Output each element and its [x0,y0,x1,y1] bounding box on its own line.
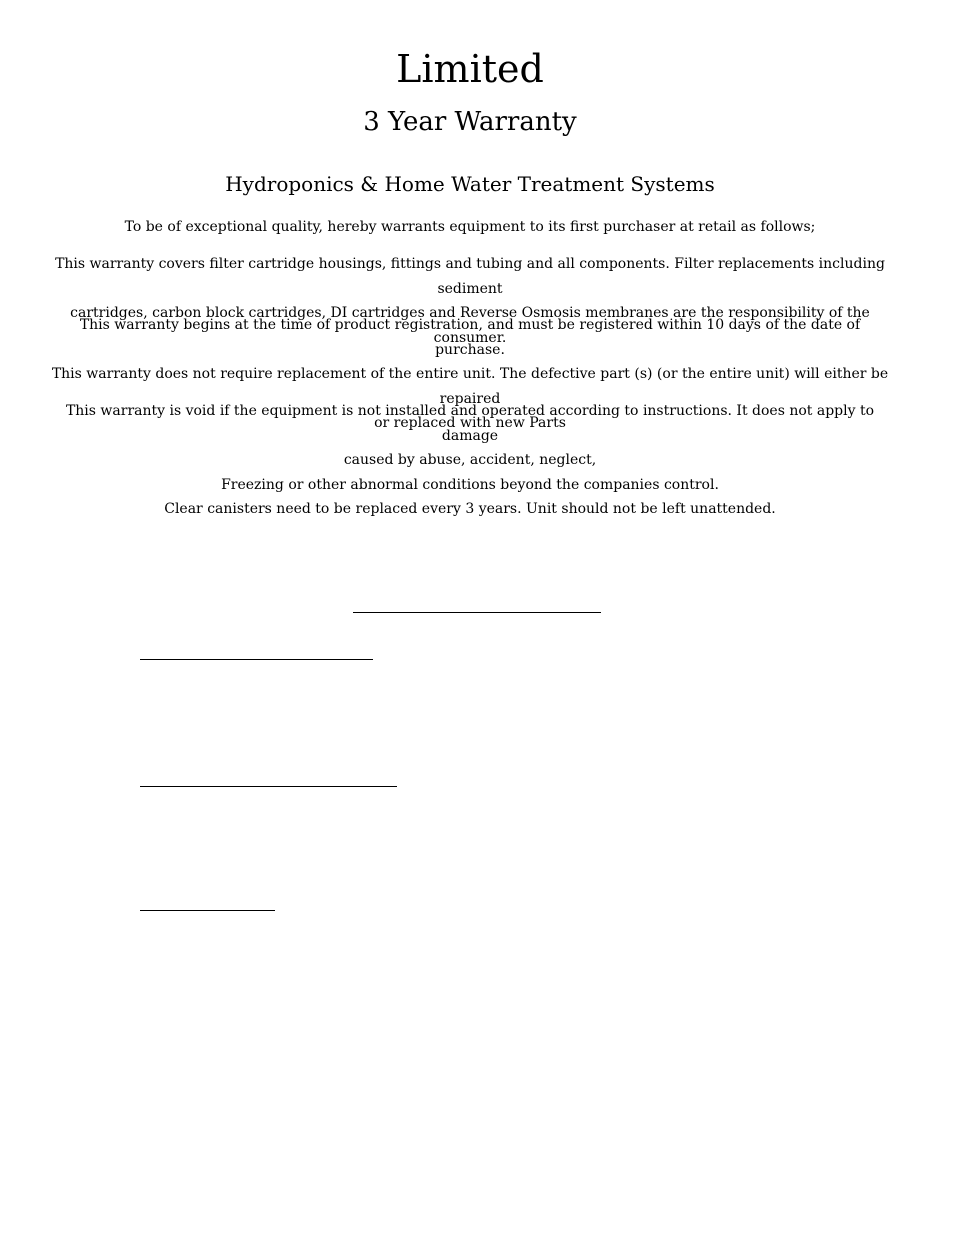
signature-line-center [353,612,601,613]
paragraph-intro [50,215,890,240]
paragraph-line: This warranty does not require replacement of the entire unit. The defective part (s) (or the entire unit) will either be repaired [51,366,889,407]
paragraph-line: This warranty is void if the equipment is not installed and operated according to instructions. It does not apply to damage [65,403,875,444]
paragraph-line: caused by abuse, accident, neglect, [343,452,597,468]
product-heading: Hydroponics & Home Water Treatment Systems [225,172,715,196]
paragraph-line: This warranty covers filter cartridge housings, fittings and tubing and all components. Filter replacements including sediment [55,256,885,297]
blank-line-1 [140,659,373,660]
blank-line-3 [140,910,275,911]
paragraph-line: To be of exceptional quality, hereby warrants equipment to its first purchaser at retail as follows; [124,219,816,235]
paragraph-exclusions [50,399,890,522]
paragraph-line: Clear canisters need to be replaced every 3 years. Unit should not be left unattended. [164,501,776,517]
paragraph-line: cartridges, carbon block cartridges, DI cartridges and Reverse Osmosis membranes are the responsibility of the consumer. [70,305,870,346]
paragraph-line: Freezing or other abnormal conditions beyond the companies control. [221,476,719,493]
document-title: Limited [396,47,544,91]
document-subtitle: 3 Year Warranty [363,107,577,137]
paragraph-line: or replaced with new Parts [374,415,566,431]
paragraph-line: This warranty begins at the time of product registration, and must be registered within 10 days of the date of purchase. [79,317,861,358]
blank-line-2 [140,786,397,787]
